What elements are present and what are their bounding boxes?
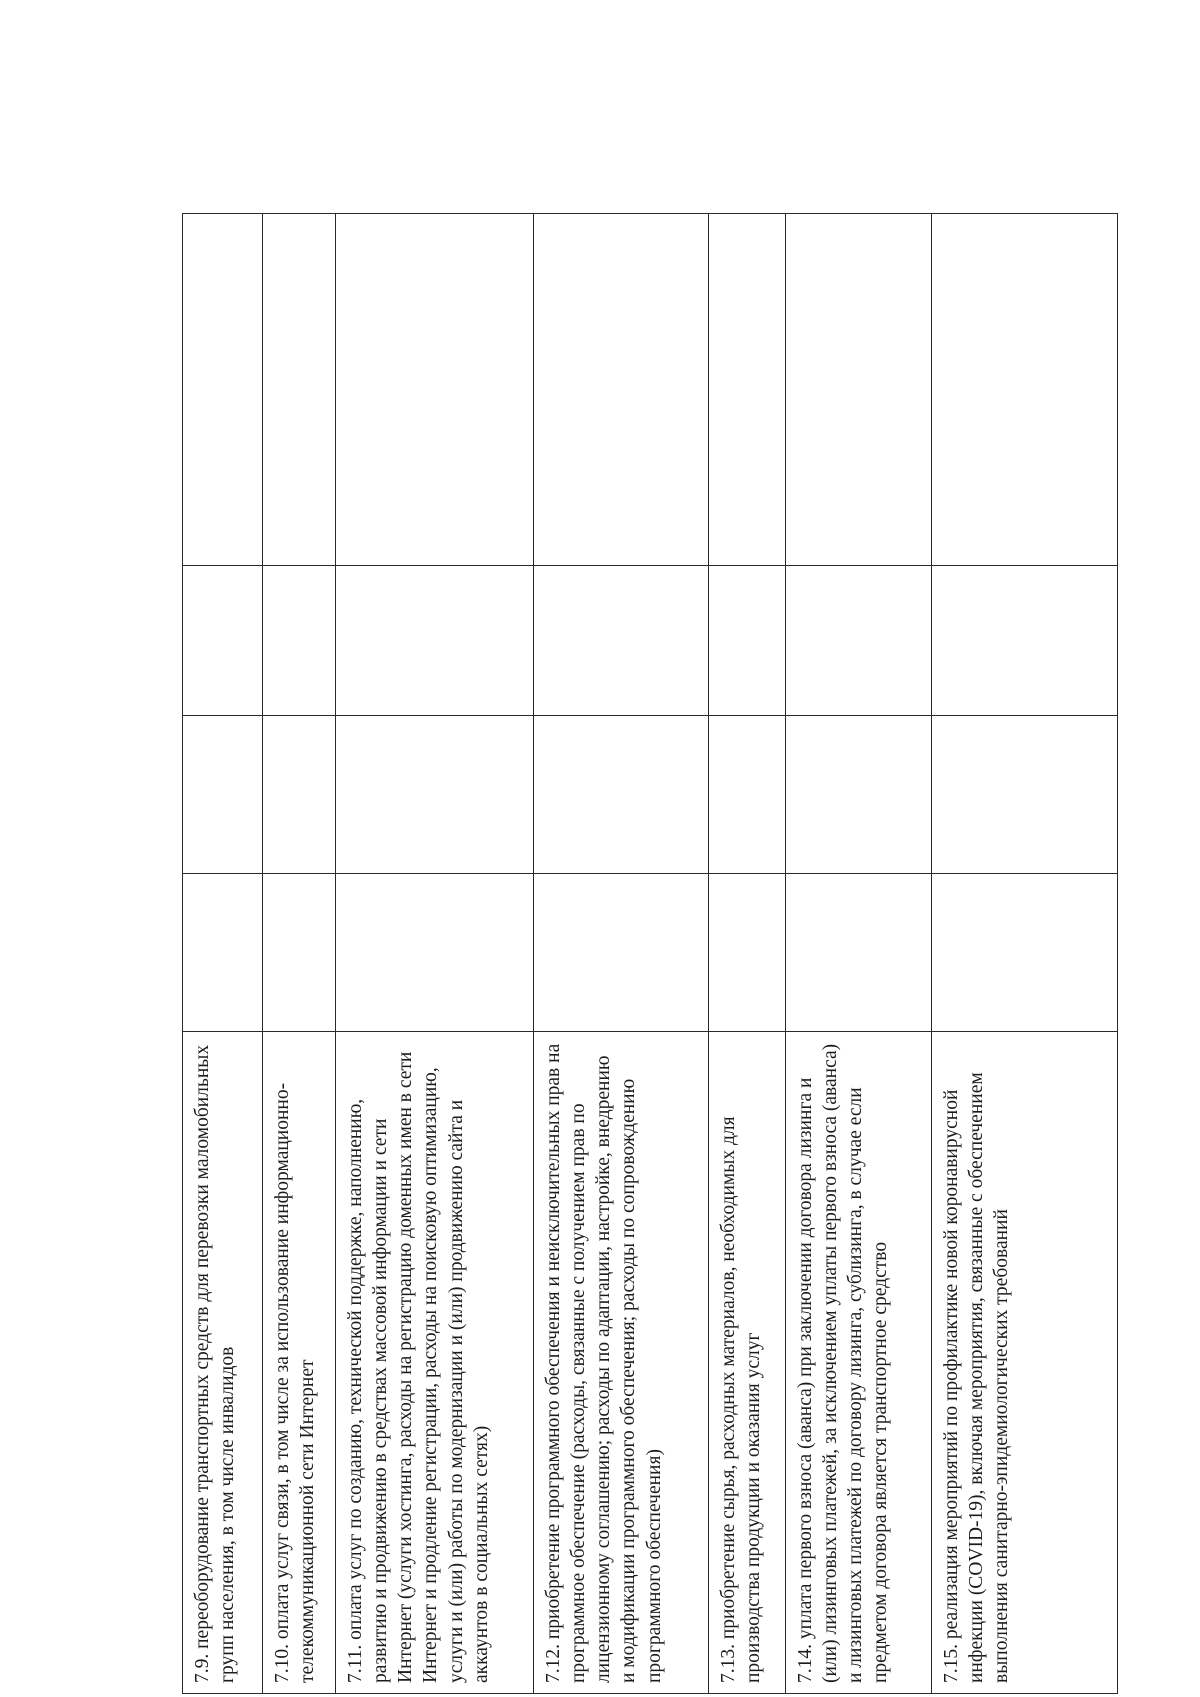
table-row — [263, 214, 336, 1694]
value-cell — [534, 874, 709, 1032]
value-cell — [263, 874, 336, 1032]
row-description: 7.9. переоборудование транспортных средств для перевозки маломобильных групп населения, в том числе инвалидов — [183, 1032, 263, 1694]
value-cell — [263, 716, 336, 874]
value-cell — [709, 566, 786, 716]
value-cell — [336, 716, 534, 874]
row-description: 7.15. реализация мероприятий по профилактике новой коронавирусной инфекции (COVID-19), включая мероприятия, связанные с обеспечением выполнения санитарно-эпидемиологических требований — [932, 1032, 1118, 1694]
value-cell — [336, 874, 534, 1032]
value-cell — [932, 214, 1118, 566]
row-description: 7.14. уплата первого взноса (аванса) при заключении договора лизинга и (или) лизинговых платежей, за исключением уплаты первого взноса (аванса) и лизинговых платежей по договору лизинга, сублизинга, в случае если предметом договора является транспортное средство — [786, 1032, 932, 1694]
row-description: 7.11. оплата услуг по созданию, технической поддержке, наполнению, развитию и продвижению в средствах массовой информации и сети Интернет (услуги хостинга, расходы на регистрацию доменных имен в сети Интернет и продление регистрации, расходы на поисковую оптимизацию, услуги и (или) работы по модернизации и (или) продвижению сайта и аккаунтов в социальных сетях) — [336, 1032, 534, 1694]
row-description: 7.13. приобретение сырья, расходных материалов, необходимых для производства продукции и оказания услуг — [709, 1032, 786, 1694]
value-cell — [786, 716, 932, 874]
value-cell — [932, 716, 1118, 874]
value-cell — [183, 566, 263, 716]
expense-table — [182, 213, 1118, 1694]
table-row — [786, 214, 932, 1694]
table-row — [709, 214, 786, 1694]
value-cell — [336, 566, 534, 716]
value-cell — [534, 214, 709, 566]
value-cell — [183, 716, 263, 874]
value-cell — [709, 716, 786, 874]
table-row — [932, 214, 1118, 1694]
row-description: 7.12. приобретение программного обеспечения и неисключительных прав на программное обеспечение (расходы, связанные с получением прав по лицензионному соглашению; расходы по адаптации, настройке, внедрению и модификации программного обеспечения; расходы по сопровождению программного обеспечения) — [534, 1032, 709, 1694]
value-cell — [183, 874, 263, 1032]
value-cell — [786, 214, 932, 566]
row-description: 7.10. оплата услуг связи, в том числе за использование информационно-телекоммуникационной сети Интернет — [263, 1032, 336, 1694]
value-cell — [534, 566, 709, 716]
value-cell — [932, 566, 1118, 716]
table-row — [336, 214, 534, 1694]
value-cell — [183, 214, 263, 566]
table-row — [534, 214, 709, 1694]
table-row — [183, 214, 263, 1694]
value-cell — [709, 874, 786, 1032]
value-cell — [786, 874, 932, 1032]
value-cell — [709, 214, 786, 566]
value-cell — [786, 566, 932, 716]
value-cell — [263, 566, 336, 716]
value-cell — [534, 716, 709, 874]
value-cell — [336, 214, 534, 566]
rotated-table-container — [182, 214, 1117, 1694]
value-cell — [263, 214, 336, 566]
value-cell — [932, 874, 1118, 1032]
